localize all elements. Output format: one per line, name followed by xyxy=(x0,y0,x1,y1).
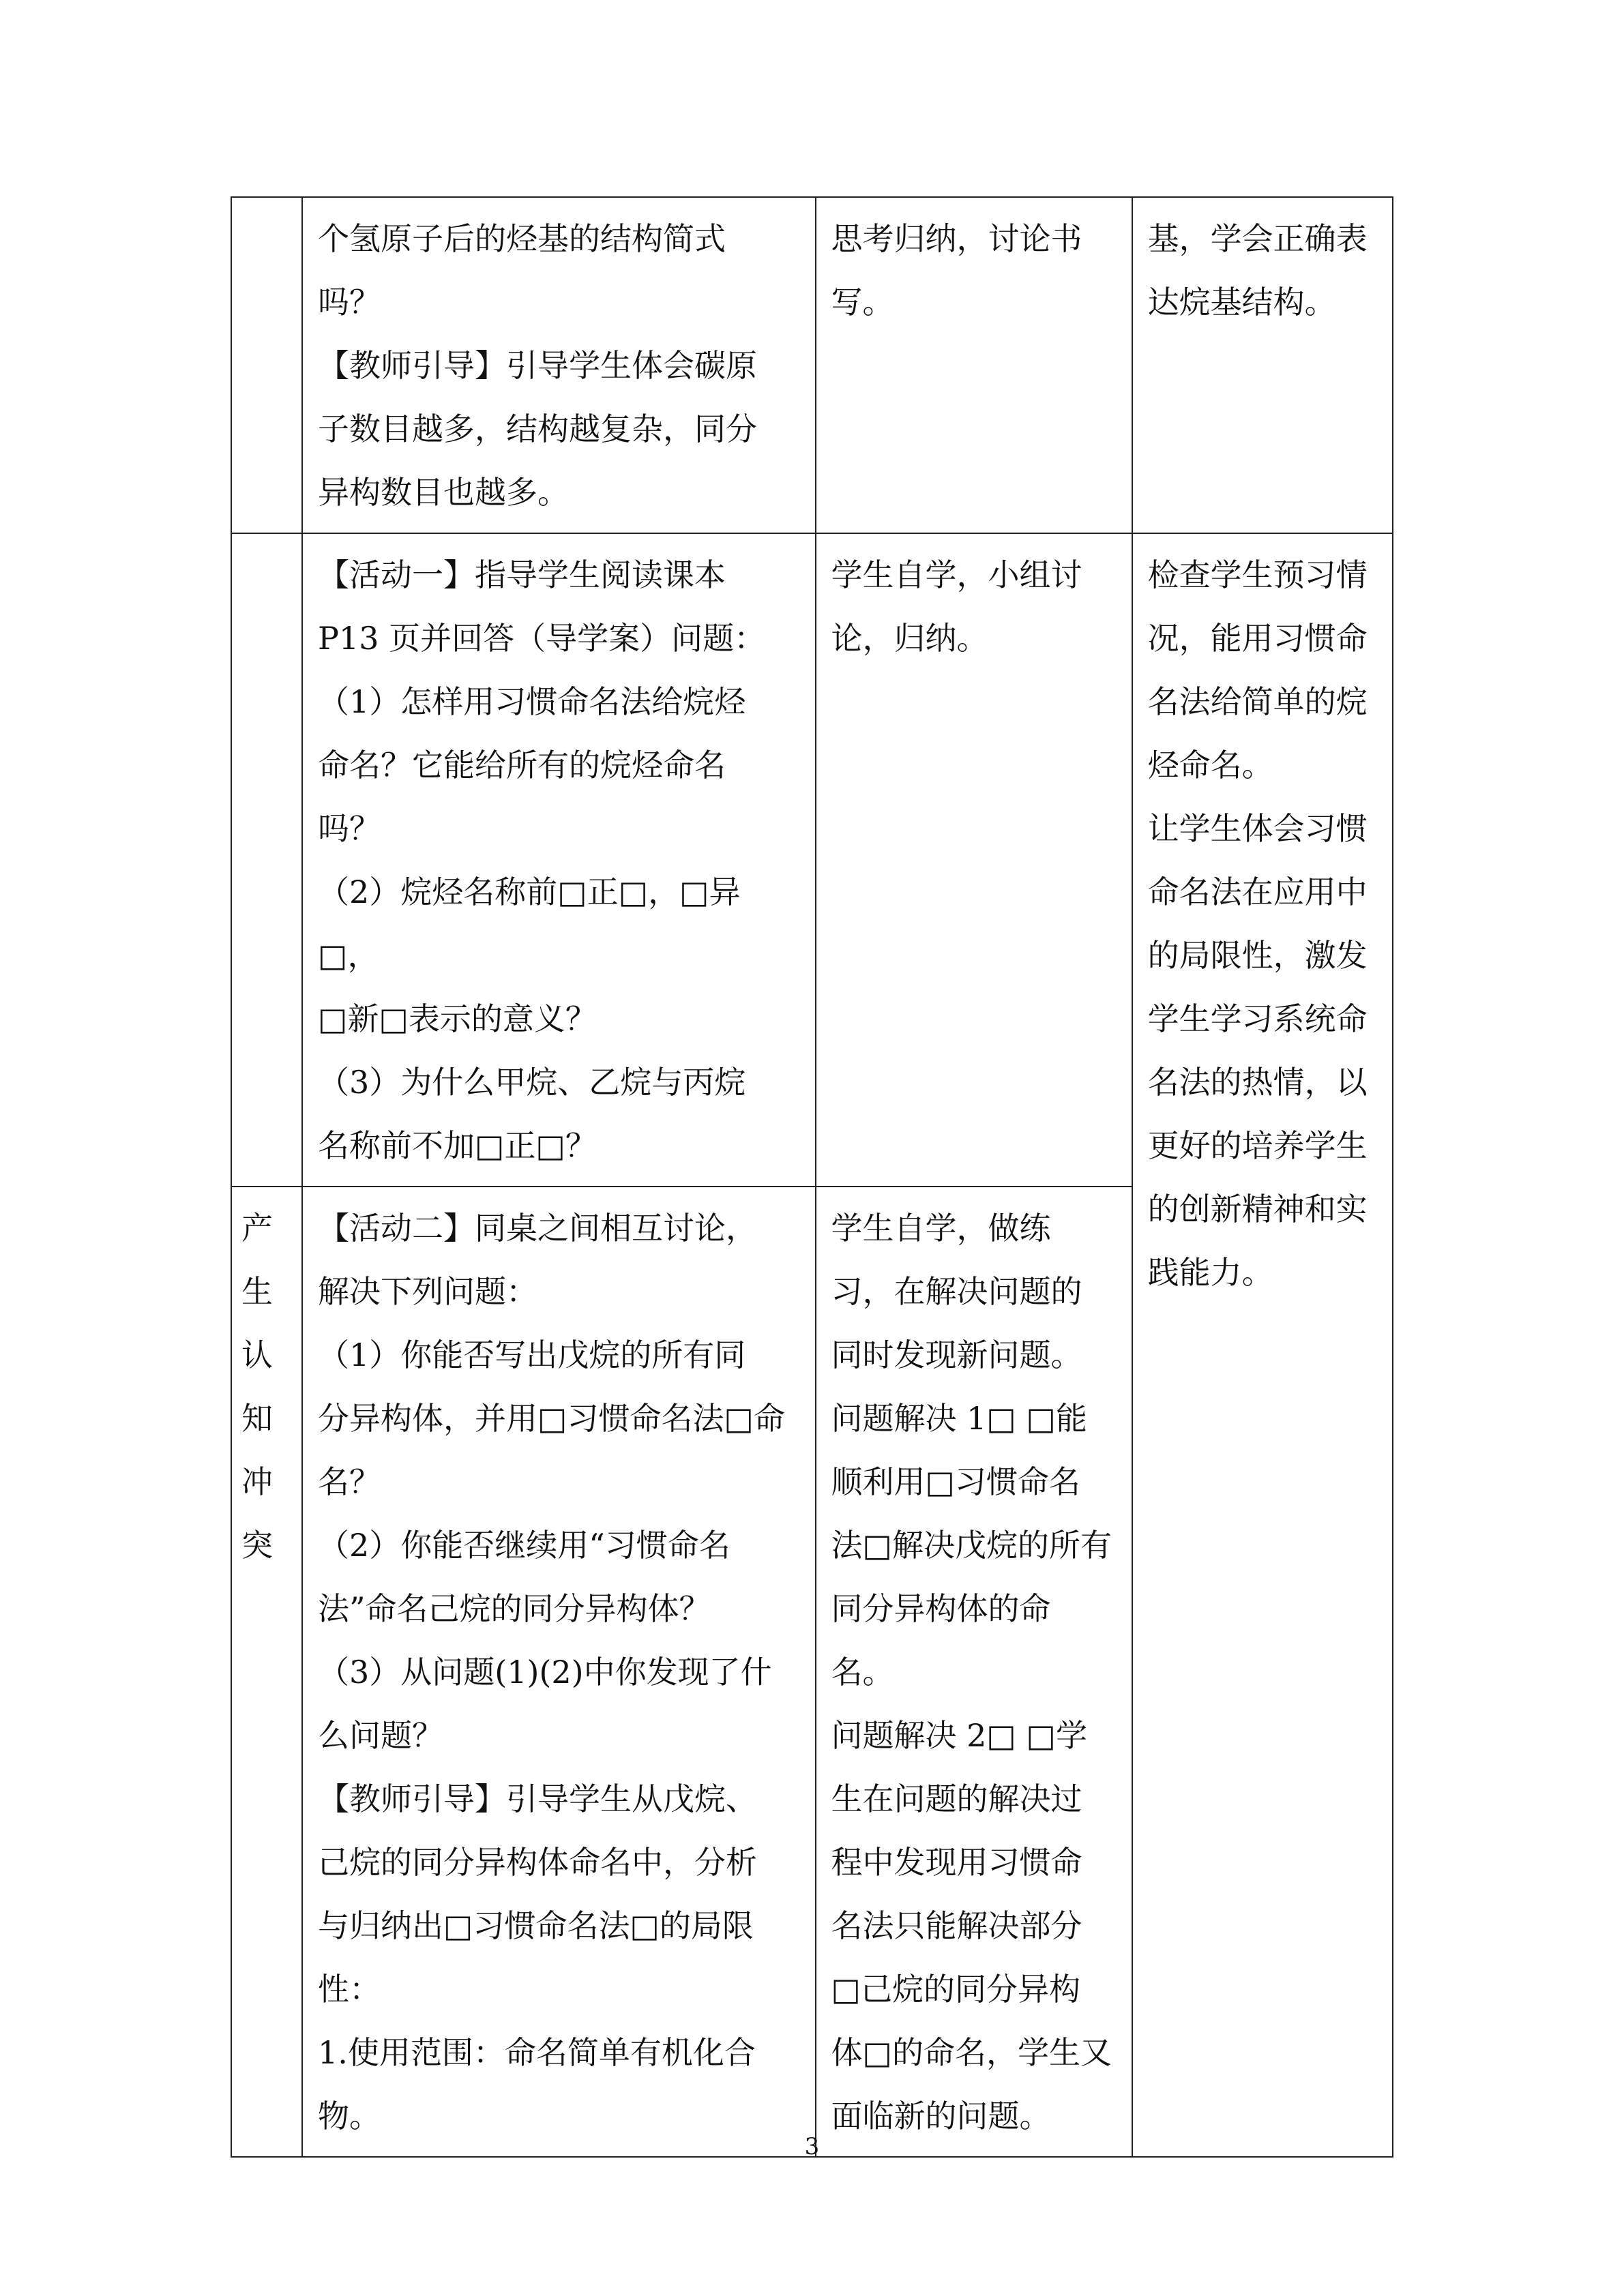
cell-line: 冲突 xyxy=(241,1463,273,1564)
cell-line: 产生 xyxy=(241,1210,273,1310)
cell-line: （2）烷烃名称前□正□，□异□， xyxy=(317,874,741,974)
cell-line: 名法给简单的烷 xyxy=(1147,683,1368,720)
cell-line: 性： xyxy=(317,1971,381,2008)
cell-line: 思考归纳，讨论书 xyxy=(831,220,1082,257)
stage-cell xyxy=(231,1187,302,2157)
cell-line: 烃命名。 xyxy=(1147,747,1273,784)
cell-line: 【教师引导】引导学生体会碳原 xyxy=(317,347,757,384)
cell-line: 写。 xyxy=(831,284,894,320)
cell-line: 问题解决 2□ □学 xyxy=(831,1717,1087,1754)
cell-line: 解决下列问题： xyxy=(317,1273,537,1310)
cell-line: 吗？ xyxy=(317,284,381,320)
cell-line: 法”命名己烷的同分异构体？ xyxy=(317,1590,711,1627)
stage-cell xyxy=(231,197,302,533)
cell-line: 子数目越多，结构越复杂，同分 xyxy=(317,411,757,447)
cell-line: 命名法在应用中 xyxy=(1147,874,1368,910)
cell-line: 【教师引导】引导学生从戊烷、 xyxy=(317,1780,757,1817)
cell-line: 学生自学，做练 xyxy=(831,1210,1051,1247)
cell-line: 同分异构体的命 xyxy=(831,1590,1051,1627)
cell-line: 名法的热情，以 xyxy=(1147,1064,1368,1101)
cell-line: 么问题？ xyxy=(317,1717,443,1754)
cell-line: （1）你能否写出戊烷的所有同 xyxy=(317,1337,746,1373)
cell-line: 名。 xyxy=(831,1654,894,1690)
cell-line: 学生自学，小组讨 xyxy=(831,556,1082,593)
cell-line: 吗？ xyxy=(317,810,381,847)
cell-line: 体□的命名，学生又 xyxy=(831,2034,1112,2071)
cell-line: 与归纳出□习惯命名法□的局限 xyxy=(317,1907,754,1944)
cell-line: （3）从问题(1)(2)中你发现了什 xyxy=(317,1654,772,1690)
cell-line: 认知 xyxy=(241,1337,273,1437)
cell-line: 物。 xyxy=(317,2098,381,2134)
cell-line: （2）你能否继续用“习惯命名 xyxy=(317,1527,730,1564)
cell-line: 命名？它能给所有的烷烃命名 xyxy=(317,747,726,784)
cell-line: 的局限性，激发 xyxy=(1147,937,1368,974)
student-activity-cell xyxy=(816,197,1132,533)
table-row xyxy=(231,197,1393,533)
cell-line: 学生学习系统命 xyxy=(1147,1000,1368,1037)
cell-line: 分异构体，并用□习惯命名法□命 xyxy=(317,1400,785,1437)
cell-line: 践能力。 xyxy=(1147,1254,1273,1291)
cell-line: 面临新的问题。 xyxy=(831,2098,1051,2134)
cell-line: 基，学会正确表 xyxy=(1147,220,1368,257)
cell-line: 让学生体会习惯 xyxy=(1147,810,1368,847)
cell-line: 名法只能解决部分 xyxy=(831,1907,1082,1944)
student-activity-cell xyxy=(816,1187,1132,2157)
cell-line: （3）为什么甲烷、乙烷与丙烷 xyxy=(317,1064,746,1101)
cell-line: 达烷基结构。 xyxy=(1147,284,1336,320)
stage-cell xyxy=(231,533,302,1187)
cell-line: 问题解决 1□ □能 xyxy=(831,1400,1087,1437)
cell-line: 名？ xyxy=(317,1463,381,1500)
teacher-activity-cell xyxy=(302,533,816,1187)
cell-line: （1）怎样用习惯命名法给烷烃 xyxy=(317,683,746,720)
cell-line: 个氢原子后的烃基的结构简式 xyxy=(317,220,726,257)
student-activity-cell xyxy=(816,533,1132,1187)
lesson-plan-table xyxy=(231,196,1393,2158)
cell-line: 异构数目也越多。 xyxy=(317,474,569,511)
cell-line: 【活动二】同桌之间相互讨论， xyxy=(317,1210,757,1247)
cell-line: P13 页并回答（导学案）问题： xyxy=(317,620,766,657)
cell-line: 【活动一】指导学生阅读课本 xyxy=(317,556,726,593)
cell-line: 更好的培养学生 xyxy=(1147,1127,1368,1164)
cell-line: 顺利用□习惯命名 xyxy=(831,1463,1080,1500)
cell-line: 1.使用范围：命名简单有机化合 xyxy=(317,2034,756,2071)
cell-line: □己烷的同分异构 xyxy=(831,1971,1080,2008)
design-intent-cell xyxy=(1132,197,1393,533)
cell-line: 同时发现新问题。 xyxy=(831,1337,1082,1373)
cell-line: 的创新精神和实 xyxy=(1147,1191,1368,1227)
cell-line: 习，在解决问题的 xyxy=(831,1273,1082,1310)
cell-line: 论，归纳。 xyxy=(831,620,988,657)
cell-line: 况，能用习惯命 xyxy=(1147,620,1368,657)
cell-line: 生在问题的解决过 xyxy=(831,1780,1082,1817)
cell-line: □新□表示的意义？ xyxy=(317,1000,597,1037)
teacher-activity-cell xyxy=(302,1187,816,2157)
page-number: 3 xyxy=(804,2133,820,2160)
teacher-activity-cell xyxy=(302,197,816,533)
cell-line: 法□解决戊烷的所有 xyxy=(831,1527,1112,1564)
cell-line: 己烷的同分异构体命名中，分析 xyxy=(317,1844,757,1881)
table-row xyxy=(231,533,1393,1187)
cell-line: 名称前不加□正□？ xyxy=(317,1127,597,1164)
cell-line: 检查学生预习情 xyxy=(1147,556,1368,593)
design-intent-cell xyxy=(1132,533,1393,2157)
cell-line: 程中发现用习惯命 xyxy=(831,1844,1082,1881)
